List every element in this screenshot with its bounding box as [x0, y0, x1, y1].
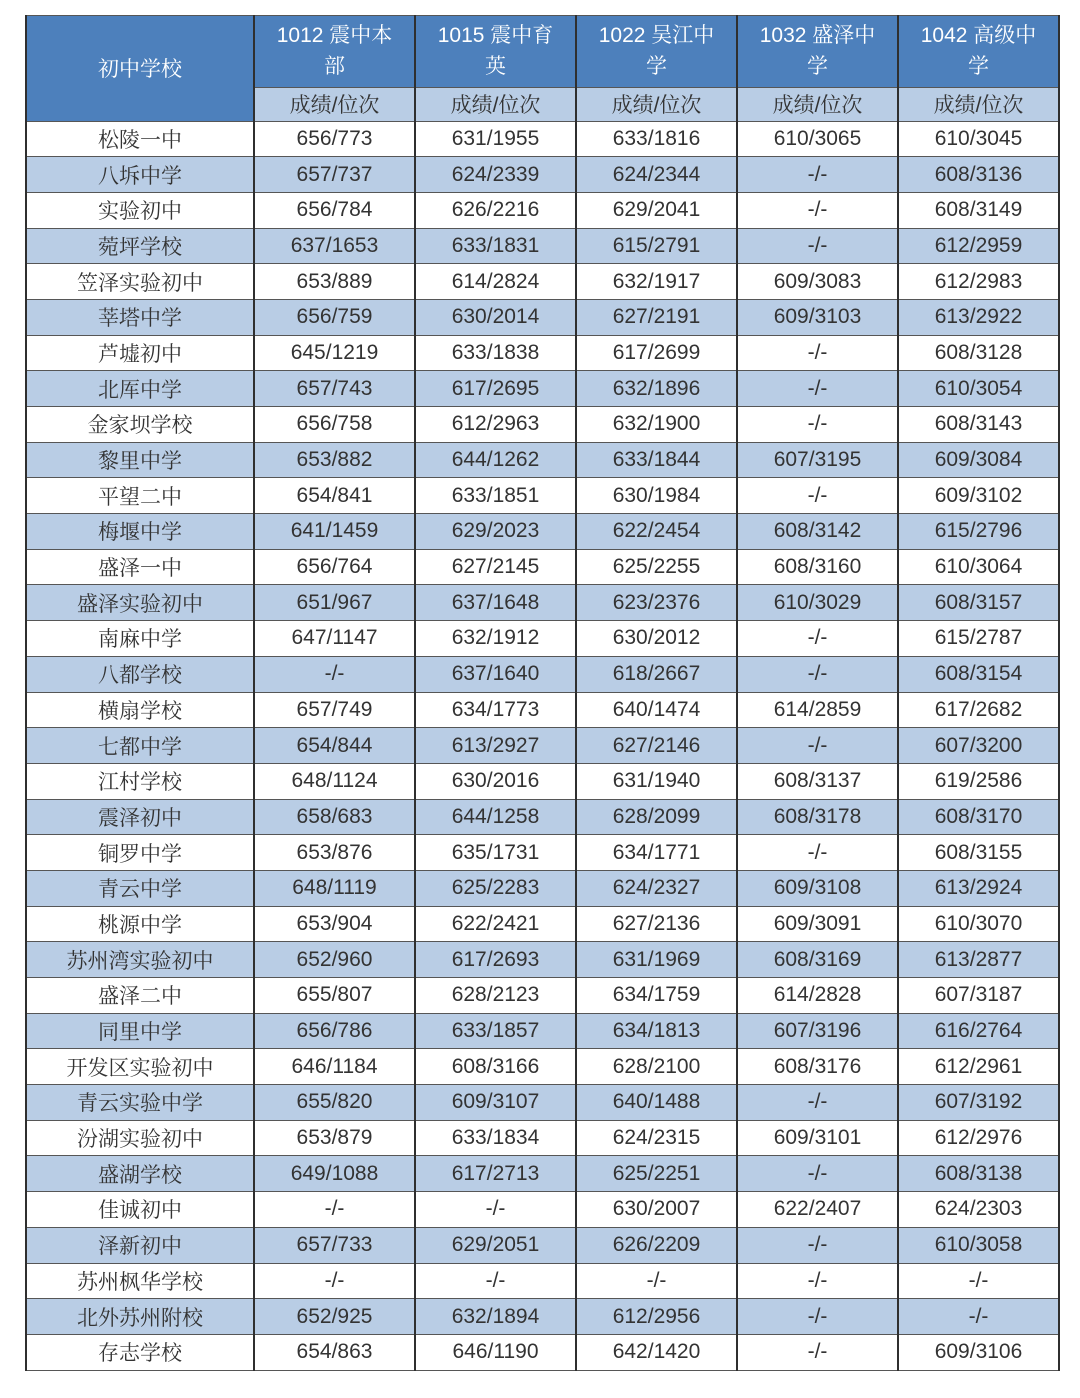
score-cell: 610/3054	[898, 371, 1059, 407]
score-cell: 656/773	[254, 121, 415, 157]
table-row	[26, 978, 1059, 1014]
score-cell: 615/2787	[898, 621, 1059, 657]
school-name-cell: 八都学校	[26, 656, 254, 692]
school-name-cell: 盛泽一中	[26, 549, 254, 585]
score-cell: 607/3200	[898, 728, 1059, 764]
score-cell: -/-	[737, 335, 898, 371]
score-cell: 608/3176	[737, 1049, 898, 1085]
score-cell: -/-	[737, 371, 898, 407]
school-name-cell: 菀坪学校	[26, 228, 254, 264]
score-cell: 622/2454	[576, 514, 737, 550]
score-cell: 622/2421	[415, 906, 576, 942]
score-cell: 640/1474	[576, 692, 737, 728]
score-cell: 609/3083	[737, 264, 898, 300]
score-cell: 608/3128	[898, 335, 1059, 371]
score-cell: 630/2007	[576, 1192, 737, 1228]
score-cell: 657/749	[254, 692, 415, 728]
score-cell: -/-	[737, 228, 898, 264]
school-name-cell: 盛泽二中	[26, 978, 254, 1014]
school-name-cell: 存志学校	[26, 1334, 254, 1370]
score-cell: 644/1258	[415, 799, 576, 835]
score-cell: 608/3136	[898, 157, 1059, 193]
school-name-cell: 泽新初中	[26, 1227, 254, 1263]
school-name-cell: 苏州湾实验初中	[26, 942, 254, 978]
score-cell: 649/1088	[254, 1156, 415, 1192]
score-cell: 648/1124	[254, 763, 415, 799]
score-cell: 608/3160	[737, 549, 898, 585]
column-header-1015: 1015 震中育英	[415, 16, 576, 88]
score-cell: 609/3091	[737, 906, 898, 942]
score-cell: 629/2041	[576, 192, 737, 228]
score-cell: 655/820	[254, 1085, 415, 1121]
score-cell: 652/960	[254, 942, 415, 978]
school-name-cell: 盛湖学校	[26, 1156, 254, 1192]
score-cell: -/-	[898, 1263, 1059, 1299]
table-row	[26, 371, 1059, 407]
score-cell: 653/889	[254, 264, 415, 300]
score-cell: -/-	[737, 157, 898, 193]
score-cell: 634/1813	[576, 1013, 737, 1049]
score-cell: 634/1759	[576, 978, 737, 1014]
table-row	[26, 585, 1059, 621]
school-name-cell: 佳诚初中	[26, 1192, 254, 1228]
score-cell: 610/3058	[898, 1227, 1059, 1263]
school-name-cell: 实验初中	[26, 192, 254, 228]
school-name-cell: 震泽初中	[26, 799, 254, 835]
school-name-cell: 汾湖实验初中	[26, 1120, 254, 1156]
school-name-cell: 横扇学校	[26, 692, 254, 728]
score-cell: 658/683	[254, 799, 415, 835]
score-cell: 629/2051	[415, 1227, 576, 1263]
school-name-cell: 北厍中学	[26, 371, 254, 407]
score-cell: 653/879	[254, 1120, 415, 1156]
table-row	[26, 942, 1059, 978]
score-cell: 627/2146	[576, 728, 737, 764]
column-header-1032: 1032 盛泽中学	[737, 16, 898, 88]
score-cell: 627/2145	[415, 549, 576, 585]
score-cell: 632/1912	[415, 621, 576, 657]
table-header	[26, 16, 1059, 122]
score-cell: -/-	[737, 478, 898, 514]
score-cell: -/-	[898, 1299, 1059, 1335]
school-name-cell: 盛泽实验初中	[26, 585, 254, 621]
table-row	[26, 1334, 1059, 1370]
score-cell: 624/2303	[898, 1192, 1059, 1228]
table-row	[26, 228, 1059, 264]
score-cell: 615/2791	[576, 228, 737, 264]
score-cell: 634/1773	[415, 692, 576, 728]
score-cell: -/-	[737, 1227, 898, 1263]
score-cell: 607/3195	[737, 442, 898, 478]
score-cell: 625/2251	[576, 1156, 737, 1192]
score-cell: 612/2956	[576, 1299, 737, 1335]
score-cell: 637/1653	[254, 228, 415, 264]
score-cell: 630/2012	[576, 621, 737, 657]
column-header-1042: 1042 高级中学	[898, 16, 1059, 88]
column-header-1012: 1012 震中本部	[254, 16, 415, 88]
score-cell: 654/841	[254, 478, 415, 514]
score-cell: 641/1459	[254, 514, 415, 550]
score-cell: 656/758	[254, 407, 415, 443]
school-name-cell: 笠泽实验初中	[26, 264, 254, 300]
score-cell: 610/3045	[898, 121, 1059, 157]
table-row	[26, 799, 1059, 835]
score-cell: 626/2216	[415, 192, 576, 228]
school-name-cell: 七都中学	[26, 728, 254, 764]
school-name-cell: 南麻中学	[26, 621, 254, 657]
table-row	[26, 692, 1059, 728]
score-cell: 653/876	[254, 835, 415, 871]
score-cell: 645/1219	[254, 335, 415, 371]
score-cell: 613/2922	[898, 299, 1059, 335]
subheader-cell: 成绩/位次	[576, 88, 737, 122]
table-row	[26, 728, 1059, 764]
table-row	[26, 763, 1059, 799]
score-cell: 610/3070	[898, 906, 1059, 942]
score-cell: 655/807	[254, 978, 415, 1014]
table-row	[26, 157, 1059, 193]
school-name-cell: 江村学校	[26, 763, 254, 799]
subheader-cell: 成绩/位次	[415, 88, 576, 122]
score-cell: 612/2961	[898, 1049, 1059, 1085]
school-name-cell: 八坼中学	[26, 157, 254, 193]
score-cell: 612/2983	[898, 264, 1059, 300]
score-cell: 615/2796	[898, 514, 1059, 550]
score-cell: 628/2100	[576, 1049, 737, 1085]
table-row	[26, 407, 1059, 443]
score-cell: 629/2023	[415, 514, 576, 550]
score-cell: 617/2713	[415, 1156, 576, 1192]
score-cell: 623/2376	[576, 585, 737, 621]
score-cell: 648/1119	[254, 870, 415, 906]
table-row	[26, 264, 1059, 300]
score-cell: -/-	[415, 1192, 576, 1228]
table-row	[26, 621, 1059, 657]
score-cell: 653/882	[254, 442, 415, 478]
table-row	[26, 335, 1059, 371]
score-cell: 633/1838	[415, 335, 576, 371]
table-row	[26, 192, 1059, 228]
score-cell: 657/743	[254, 371, 415, 407]
score-cell: 651/967	[254, 585, 415, 621]
score-cell: 632/1917	[576, 264, 737, 300]
score-cell: -/-	[737, 1334, 898, 1370]
score-cell: 633/1851	[415, 478, 576, 514]
table-row	[26, 835, 1059, 871]
score-cell: 631/1969	[576, 942, 737, 978]
school-name-cell: 青云中学	[26, 870, 254, 906]
score-cell: 608/3166	[415, 1049, 576, 1085]
score-cell: 619/2586	[898, 763, 1059, 799]
table-row	[26, 1049, 1059, 1085]
score-cell: 652/925	[254, 1299, 415, 1335]
score-cell: 617/2695	[415, 371, 576, 407]
score-cell: 632/1896	[576, 371, 737, 407]
score-cell: 654/863	[254, 1334, 415, 1370]
score-cell: 624/2315	[576, 1120, 737, 1156]
score-cell: 646/1184	[254, 1049, 415, 1085]
score-cell: 610/3065	[737, 121, 898, 157]
score-cell: 614/2859	[737, 692, 898, 728]
school-name-cell: 金家坝学校	[26, 407, 254, 443]
score-cell: -/-	[737, 656, 898, 692]
school-name-cell: 梅堰中学	[26, 514, 254, 550]
table-row	[26, 1085, 1059, 1121]
score-cell: 647/1147	[254, 621, 415, 657]
table-row	[26, 442, 1059, 478]
school-name-cell: 松陵一中	[26, 121, 254, 157]
table-row	[26, 1120, 1059, 1156]
score-cell: 626/2209	[576, 1227, 737, 1263]
score-cell: 609/3101	[737, 1120, 898, 1156]
subheader-cell: 成绩/位次	[737, 88, 898, 122]
subheader-cell: 成绩/位次	[254, 88, 415, 122]
score-cell: 614/2828	[737, 978, 898, 1014]
score-cell: 616/2764	[898, 1013, 1059, 1049]
score-cell: 608/3143	[898, 407, 1059, 443]
school-name-cell: 桃源中学	[26, 906, 254, 942]
table-row	[26, 870, 1059, 906]
column-header-1022: 1022 吴江中学	[576, 16, 737, 88]
school-name-cell: 苏州枫华学校	[26, 1263, 254, 1299]
subheader-cell: 成绩/位次	[898, 88, 1059, 122]
score-cell: 608/3138	[898, 1156, 1059, 1192]
score-cell: 633/1857	[415, 1013, 576, 1049]
score-cell: 617/2682	[898, 692, 1059, 728]
score-cell: 609/3102	[898, 478, 1059, 514]
school-name-cell: 开发区实验初中	[26, 1049, 254, 1085]
score-cell: 656/759	[254, 299, 415, 335]
school-name-cell: 芦墟初中	[26, 335, 254, 371]
score-cell: 637/1640	[415, 656, 576, 692]
score-cell: 610/3029	[737, 585, 898, 621]
score-cell: -/-	[737, 621, 898, 657]
score-cell: 628/2099	[576, 799, 737, 835]
score-cell: 657/733	[254, 1227, 415, 1263]
score-cell: 631/1940	[576, 763, 737, 799]
score-cell: 608/3137	[737, 763, 898, 799]
score-cell: 630/1984	[576, 478, 737, 514]
school-name-cell: 同里中学	[26, 1013, 254, 1049]
score-cell: 657/737	[254, 157, 415, 193]
score-cell: 632/1894	[415, 1299, 576, 1335]
score-table	[25, 15, 1060, 1371]
table-row	[26, 1227, 1059, 1263]
score-cell: 625/2283	[415, 870, 576, 906]
score-cell: 656/786	[254, 1013, 415, 1049]
score-cell: 637/1648	[415, 585, 576, 621]
score-cell: 624/2344	[576, 157, 737, 193]
header-row-schools	[26, 16, 1059, 88]
score-cell: 617/2699	[576, 335, 737, 371]
score-cell: 628/2123	[415, 978, 576, 1014]
score-cell: 608/3169	[737, 942, 898, 978]
score-cell: 607/3196	[737, 1013, 898, 1049]
table-row	[26, 1013, 1059, 1049]
score-cell: 635/1731	[415, 835, 576, 871]
score-cell: 609/3103	[737, 299, 898, 335]
score-cell: -/-	[737, 1263, 898, 1299]
score-cell: 632/1900	[576, 407, 737, 443]
corner-header-cell: 初中学校	[26, 16, 254, 122]
score-cell: 608/3155	[898, 835, 1059, 871]
table-row	[26, 1299, 1059, 1335]
score-cell: 633/1816	[576, 121, 737, 157]
school-name-cell: 铜罗中学	[26, 835, 254, 871]
table-row	[26, 1156, 1059, 1192]
score-cell: 624/2339	[415, 157, 576, 193]
score-cell: 609/3084	[898, 442, 1059, 478]
score-cell: 656/764	[254, 549, 415, 585]
school-name-cell: 莘塔中学	[26, 299, 254, 335]
score-cell: 633/1844	[576, 442, 737, 478]
score-cell: 608/3154	[898, 656, 1059, 692]
score-cell: 609/3108	[737, 870, 898, 906]
score-cell: -/-	[254, 656, 415, 692]
score-cell: 613/2927	[415, 728, 576, 764]
score-cell: 609/3106	[898, 1334, 1059, 1370]
score-cell: 613/2924	[898, 870, 1059, 906]
table-row	[26, 121, 1059, 157]
score-cell: 618/2667	[576, 656, 737, 692]
score-cell: 608/3157	[898, 585, 1059, 621]
table-row	[26, 514, 1059, 550]
table-row	[26, 656, 1059, 692]
school-name-cell: 北外苏州附校	[26, 1299, 254, 1335]
score-cell: 625/2255	[576, 549, 737, 585]
score-cell: 630/2014	[415, 299, 576, 335]
score-cell: 613/2877	[898, 942, 1059, 978]
table-row	[26, 1263, 1059, 1299]
school-name-cell: 黎里中学	[26, 442, 254, 478]
score-cell: 622/2407	[737, 1192, 898, 1228]
score-cell: 653/904	[254, 906, 415, 942]
score-cell: 646/1190	[415, 1334, 576, 1370]
score-cell: -/-	[737, 407, 898, 443]
score-cell: -/-	[254, 1192, 415, 1228]
score-cell: -/-	[576, 1263, 737, 1299]
score-cell: -/-	[415, 1263, 576, 1299]
score-cell: -/-	[737, 835, 898, 871]
score-cell: 656/784	[254, 192, 415, 228]
score-cell: 607/3192	[898, 1085, 1059, 1121]
score-cell: -/-	[737, 192, 898, 228]
score-cell: 612/2976	[898, 1120, 1059, 1156]
score-cell: 617/2693	[415, 942, 576, 978]
score-cell: 627/2136	[576, 906, 737, 942]
score-cell: 612/2959	[898, 228, 1059, 264]
score-cell: 609/3107	[415, 1085, 576, 1121]
score-cell: 614/2824	[415, 264, 576, 300]
school-name-cell: 青云实验中学	[26, 1085, 254, 1121]
table-row	[26, 906, 1059, 942]
score-cell: 608/3149	[898, 192, 1059, 228]
table-row	[26, 478, 1059, 514]
score-cell: 607/3187	[898, 978, 1059, 1014]
score-cell: -/-	[737, 1156, 898, 1192]
score-cell: 612/2963	[415, 407, 576, 443]
table-row	[26, 299, 1059, 335]
table-row	[26, 1192, 1059, 1228]
score-cell: 627/2191	[576, 299, 737, 335]
score-cell: 642/1420	[576, 1334, 737, 1370]
score-cell: 644/1262	[415, 442, 576, 478]
score-cell: 634/1771	[576, 835, 737, 871]
score-cell: -/-	[254, 1263, 415, 1299]
score-cell: 633/1834	[415, 1120, 576, 1156]
score-cell: 608/3142	[737, 514, 898, 550]
score-cell: 633/1831	[415, 228, 576, 264]
score-cell: 631/1955	[415, 121, 576, 157]
score-cell: -/-	[737, 1085, 898, 1121]
table-row	[26, 549, 1059, 585]
score-cell: -/-	[737, 728, 898, 764]
score-cell: 630/2016	[415, 763, 576, 799]
score-cell: 654/844	[254, 728, 415, 764]
table-body	[26, 121, 1059, 1370]
score-cell: 608/3178	[737, 799, 898, 835]
score-cell: 610/3064	[898, 549, 1059, 585]
score-cell: 624/2327	[576, 870, 737, 906]
score-cell: 640/1488	[576, 1085, 737, 1121]
score-cell: 608/3170	[898, 799, 1059, 835]
score-cell: -/-	[737, 1299, 898, 1335]
school-name-cell: 平望二中	[26, 478, 254, 514]
